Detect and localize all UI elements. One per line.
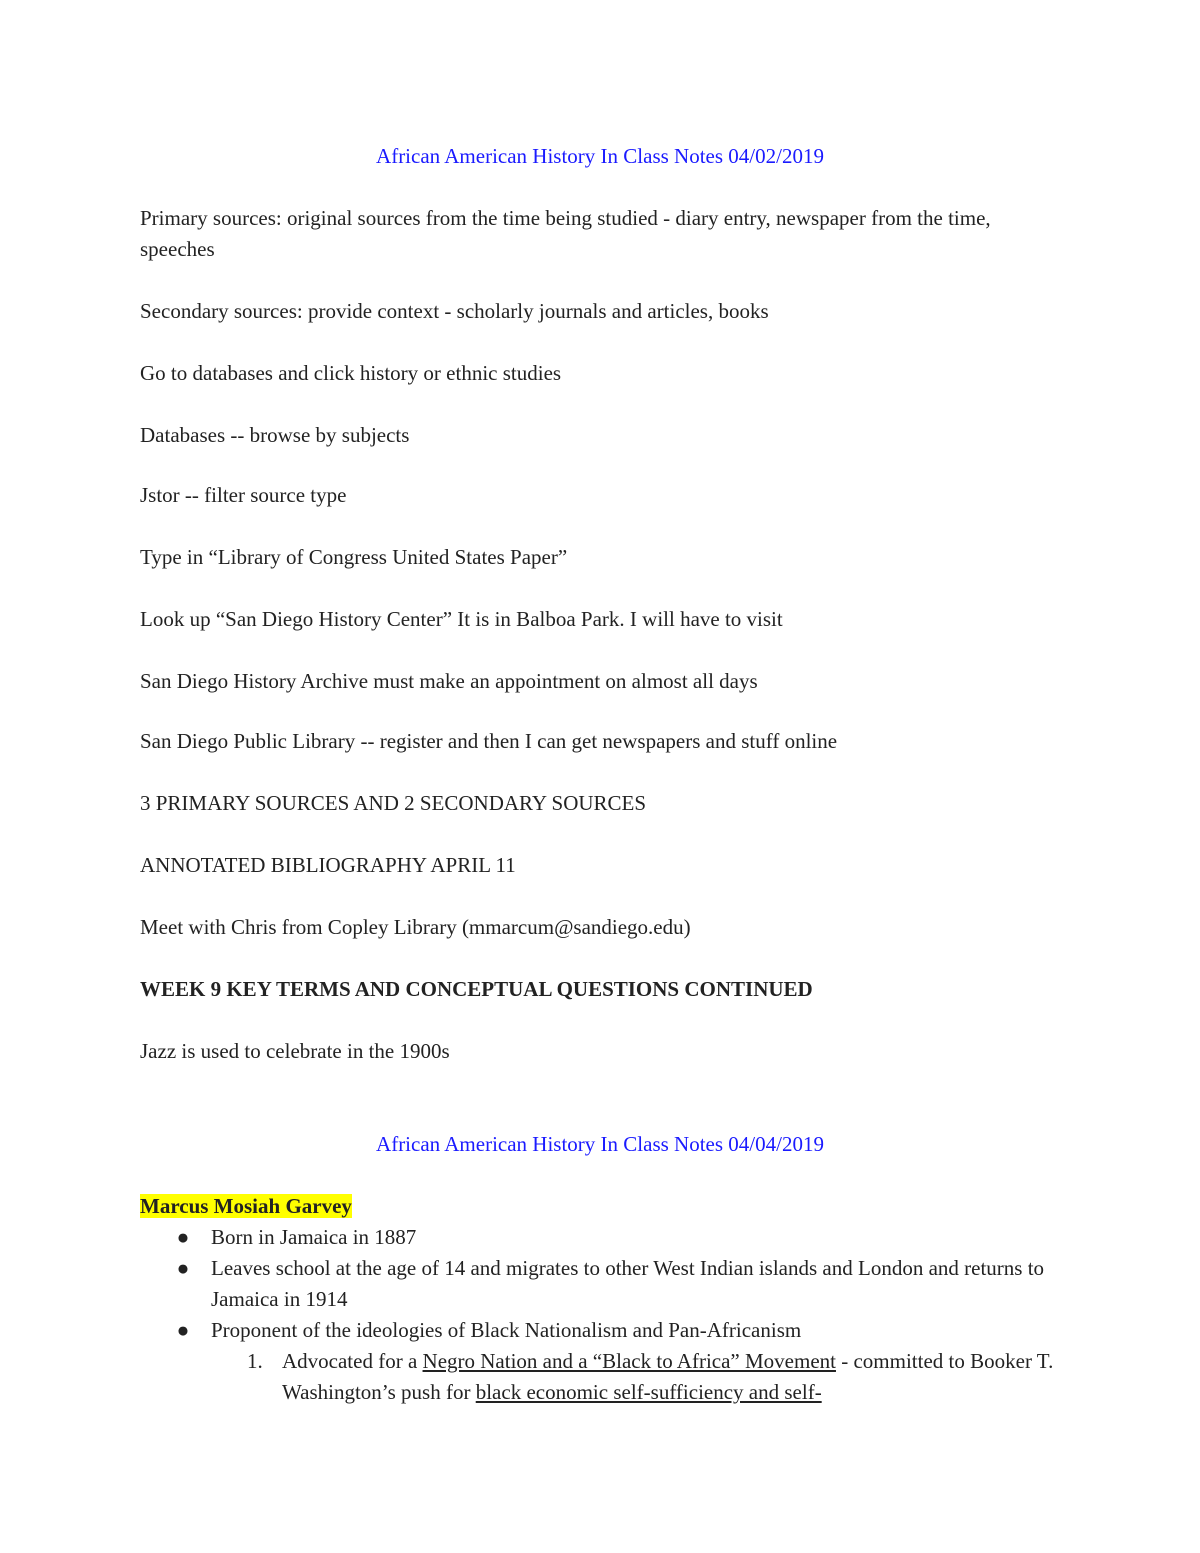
notes-heading-0404: African American History In Class Notes 04/04/2019 xyxy=(376,1132,824,1156)
bullet-icon: ● xyxy=(176,1225,190,1249)
look-up-note: Look up “San Diego History Center” It is in Balboa Park. I will have to visit xyxy=(140,607,783,631)
type-in-note: Type in “Library of Congress United States Paper” xyxy=(140,545,568,569)
numbered-marker: 1. xyxy=(247,1349,263,1373)
bullet-item xyxy=(140,1315,1060,1346)
numbered-text-before: Advocated for a xyxy=(282,1349,423,1373)
bibliography-note: ANNOTATED BIBLIOGRAPHY APRIL 11 xyxy=(140,853,516,877)
numbered-underlined-2: black economic self-sufficiency and self- xyxy=(475,1380,822,1404)
week9-heading: WEEK 9 KEY TERMS AND CONCEPTUAL QUESTIONS CONTINUED xyxy=(140,977,813,1001)
subject-line xyxy=(140,1191,1060,1222)
jstor-note: Jstor -- filter source type xyxy=(140,483,347,507)
jazz-note: Jazz is used to celebrate in the 1900s xyxy=(140,1039,450,1063)
public-library-note: San Diego Public Library -- register and then I can get newspapers and stuff online xyxy=(140,729,838,753)
numbered-underlined-1: Negro Nation and a “Black to Africa” Movement xyxy=(422,1349,836,1373)
numbered-text xyxy=(282,1346,1060,1408)
bullet-icon: ● xyxy=(176,1256,190,1280)
bullet-text: Leaves school at the age of 14 and migrates to other West Indian islands and London and returns to Jamaica in 1914 xyxy=(211,1256,1045,1311)
secondary-sources-note: Secondary sources: provide context - scholarly journals and articles, books xyxy=(140,299,769,323)
bullet-item xyxy=(140,1222,1060,1253)
bullet-item xyxy=(140,1253,1060,1315)
bullet-text: Born in Jamaica in 1887 xyxy=(211,1225,417,1249)
numbered-item xyxy=(140,1346,1060,1408)
notes-heading-0402: African American History In Class Notes 04/02/2019 xyxy=(376,144,824,168)
databases-go-note: Go to databases and click history or ethnic studies xyxy=(140,361,562,385)
bullet-icon: ● xyxy=(176,1318,190,1342)
databases-browse-note: Databases -- browse by subjects xyxy=(140,423,410,447)
meet-note: Meet with Chris from Copley Library (mmarcum@sandiego.edu) xyxy=(140,915,691,939)
sources-count-note: 3 PRIMARY SOURCES AND 2 SECONDARY SOURCES xyxy=(140,791,647,815)
primary-sources-note: Primary sources: original sources from the time being studied - diary entry, newspaper from the time, speeches xyxy=(140,206,991,261)
archive-note: San Diego History Archive must make an appointment on almost all days xyxy=(140,669,758,693)
bullet-text: Proponent of the ideologies of Black Nationalism and Pan-Africanism xyxy=(211,1318,802,1342)
numbered-text-middle: - committed to Booker T. Washington’s push for xyxy=(282,1349,1054,1404)
subject-highlight: Marcus Mosiah Garvey xyxy=(140,1194,352,1218)
